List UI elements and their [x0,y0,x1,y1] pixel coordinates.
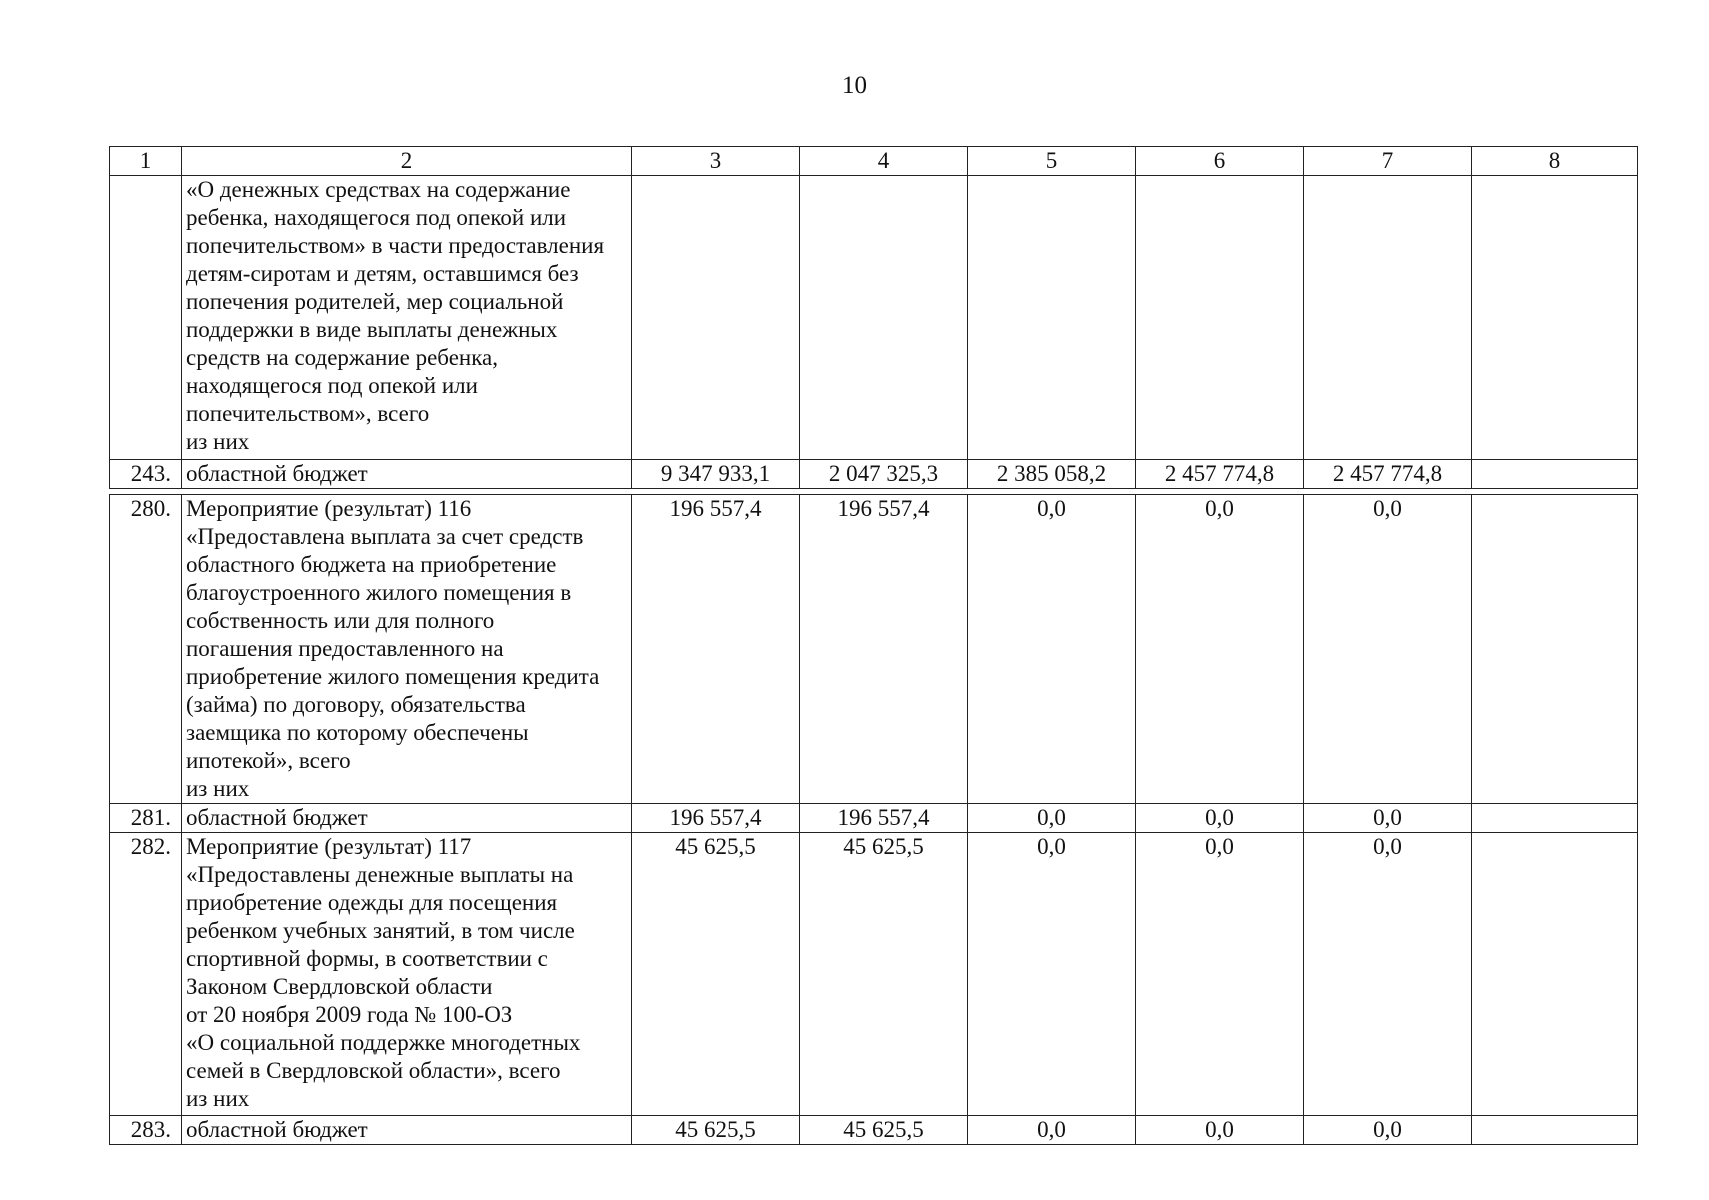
value-cell-6: 0,0 [1136,804,1304,833]
value-cell-7: 0,0 [1304,804,1472,833]
description-line: «Предоставлены денежные выплаты на [186,862,574,887]
description-line: заемщика по которому обеспечены [186,720,529,745]
value-cell-5: 0,0 [968,1116,1136,1145]
budget-table-continuation [109,146,1638,489]
description-line: Мероприятие (результат) 116 [186,496,472,521]
value-cell-4: 196 557,4 [800,495,968,804]
header-cell-7: 7 [1304,147,1472,176]
page-number: 10 [842,72,867,99]
description-line: находящегося под опекой или [186,373,478,398]
value-cell-4 [800,176,968,460]
value-cell-8 [1472,176,1638,460]
header-cell-6: 6 [1136,147,1304,176]
description-line: семей в Свердловской области», всего [186,1058,561,1083]
value-cell-7: 0,0 [1304,833,1472,1116]
table-row-continued-description [110,176,1638,460]
description-line: из них [186,776,250,801]
row-label: областной бюджет [182,460,632,489]
description-line: благоустроенного жилого помещения в [186,580,572,605]
header-cell-3: 3 [632,147,800,176]
description-line: средств на содержание ребенка, [186,345,498,370]
value-cell-4: 45 625,5 [800,1116,968,1145]
value-cell-8 [1472,804,1638,833]
budget-table-second-part [109,494,1638,1145]
value-cell-6: 0,0 [1136,495,1304,804]
description-line: попечительством», всего [186,401,430,426]
row-label: областной бюджет [182,1116,632,1145]
row-number: 283. [110,1116,182,1145]
header-cell-8: 8 [1472,147,1638,176]
description-line: Мероприятие (результат) 117 [186,834,472,859]
budget-table [109,146,1638,489]
value-cell-8 [1472,833,1638,1116]
value-cell-5 [968,176,1136,460]
table-row-282 [110,833,1638,1116]
description-line: Законом Свердловской области [186,974,493,999]
table-row-283 [110,1116,1638,1145]
table-row-280 [110,495,1638,804]
description-line: собственность или для полного [186,608,495,633]
description-line: от 20 ноября 2009 года № 100-ОЗ [186,1002,513,1027]
header-cell-5: 5 [968,147,1136,176]
description-line: (займа) по договору, обязательства [186,692,526,717]
description-line: приобретение одежды для посещения [186,890,558,915]
row-number: 282. [110,833,182,1116]
description-line: областного бюджета на приобретение [186,552,557,577]
row-number-cell [110,176,182,460]
description-line: ребенка, находящегося под опекой или [186,205,567,230]
value-cell-4: 2 047 325,3 [800,460,968,489]
description-cell [182,176,632,460]
value-cell-3: 9 347 933,1 [632,460,800,489]
description-line: приобретение жилого помещения кредита [186,664,600,689]
description-line: детям-сиротам и детям, оставшимся без [186,261,579,286]
description-cell [182,495,632,804]
row-number: 243. [110,460,182,489]
value-cell-3 [632,176,800,460]
table-row-243 [110,460,1638,489]
description-line: попечения родителей, мер социальной [186,289,564,314]
description-line: поддержки в виде выплаты денежных [186,317,558,342]
header-cell-4: 4 [800,147,968,176]
value-cell-5: 2 385 058,2 [968,460,1136,489]
description-line: из них [186,1086,250,1111]
table-header-row [110,147,1638,176]
description-line: погашения предоставленного на [186,636,504,661]
value-cell-6: 0,0 [1136,833,1304,1116]
value-cell-3: 45 625,5 [632,833,800,1116]
value-cell-3: 196 557,4 [632,495,800,804]
row-label: областной бюджет [182,804,632,833]
value-cell-7: 0,0 [1304,1116,1472,1145]
value-cell-6: 2 457 774,8 [1136,460,1304,489]
description-line: ипотекой», всего [186,748,351,773]
header-cell-2: 2 [182,147,632,176]
description-line: ребенком учебных занятий, в том числе [186,918,575,943]
description-line: попечительством» в части предоставления [186,233,605,258]
description-line: «Предоставлена выплата за счет средств [186,524,584,549]
value-cell-7 [1304,176,1472,460]
value-cell-5: 0,0 [968,804,1136,833]
description-line: «О денежных средствах на содержание [186,177,571,202]
value-cell-6: 0,0 [1136,1116,1304,1145]
value-cell-8 [1472,460,1638,489]
value-cell-8 [1472,1116,1638,1145]
value-cell-5: 0,0 [968,495,1136,804]
description-line: «О социальной поддержке многодетных [186,1030,581,1055]
description-line: спортивной формы, в соответствии с [186,946,548,971]
description-cell [182,833,632,1116]
value-cell-7: 0,0 [1304,495,1472,804]
row-number: 281. [110,804,182,833]
value-cell-7: 2 457 774,8 [1304,460,1472,489]
value-cell-4: 45 625,5 [800,833,968,1116]
row-number: 280. [110,495,182,804]
value-cell-8 [1472,495,1638,804]
value-cell-5: 0,0 [968,833,1136,1116]
budget-table [109,494,1638,1145]
value-cell-3: 196 557,4 [632,804,800,833]
value-cell-3: 45 625,5 [632,1116,800,1145]
header-cell-1: 1 [110,147,182,176]
table-row-281 [110,804,1638,833]
description-line: из них [186,429,250,454]
value-cell-6 [1136,176,1304,460]
value-cell-4: 196 557,4 [800,804,968,833]
